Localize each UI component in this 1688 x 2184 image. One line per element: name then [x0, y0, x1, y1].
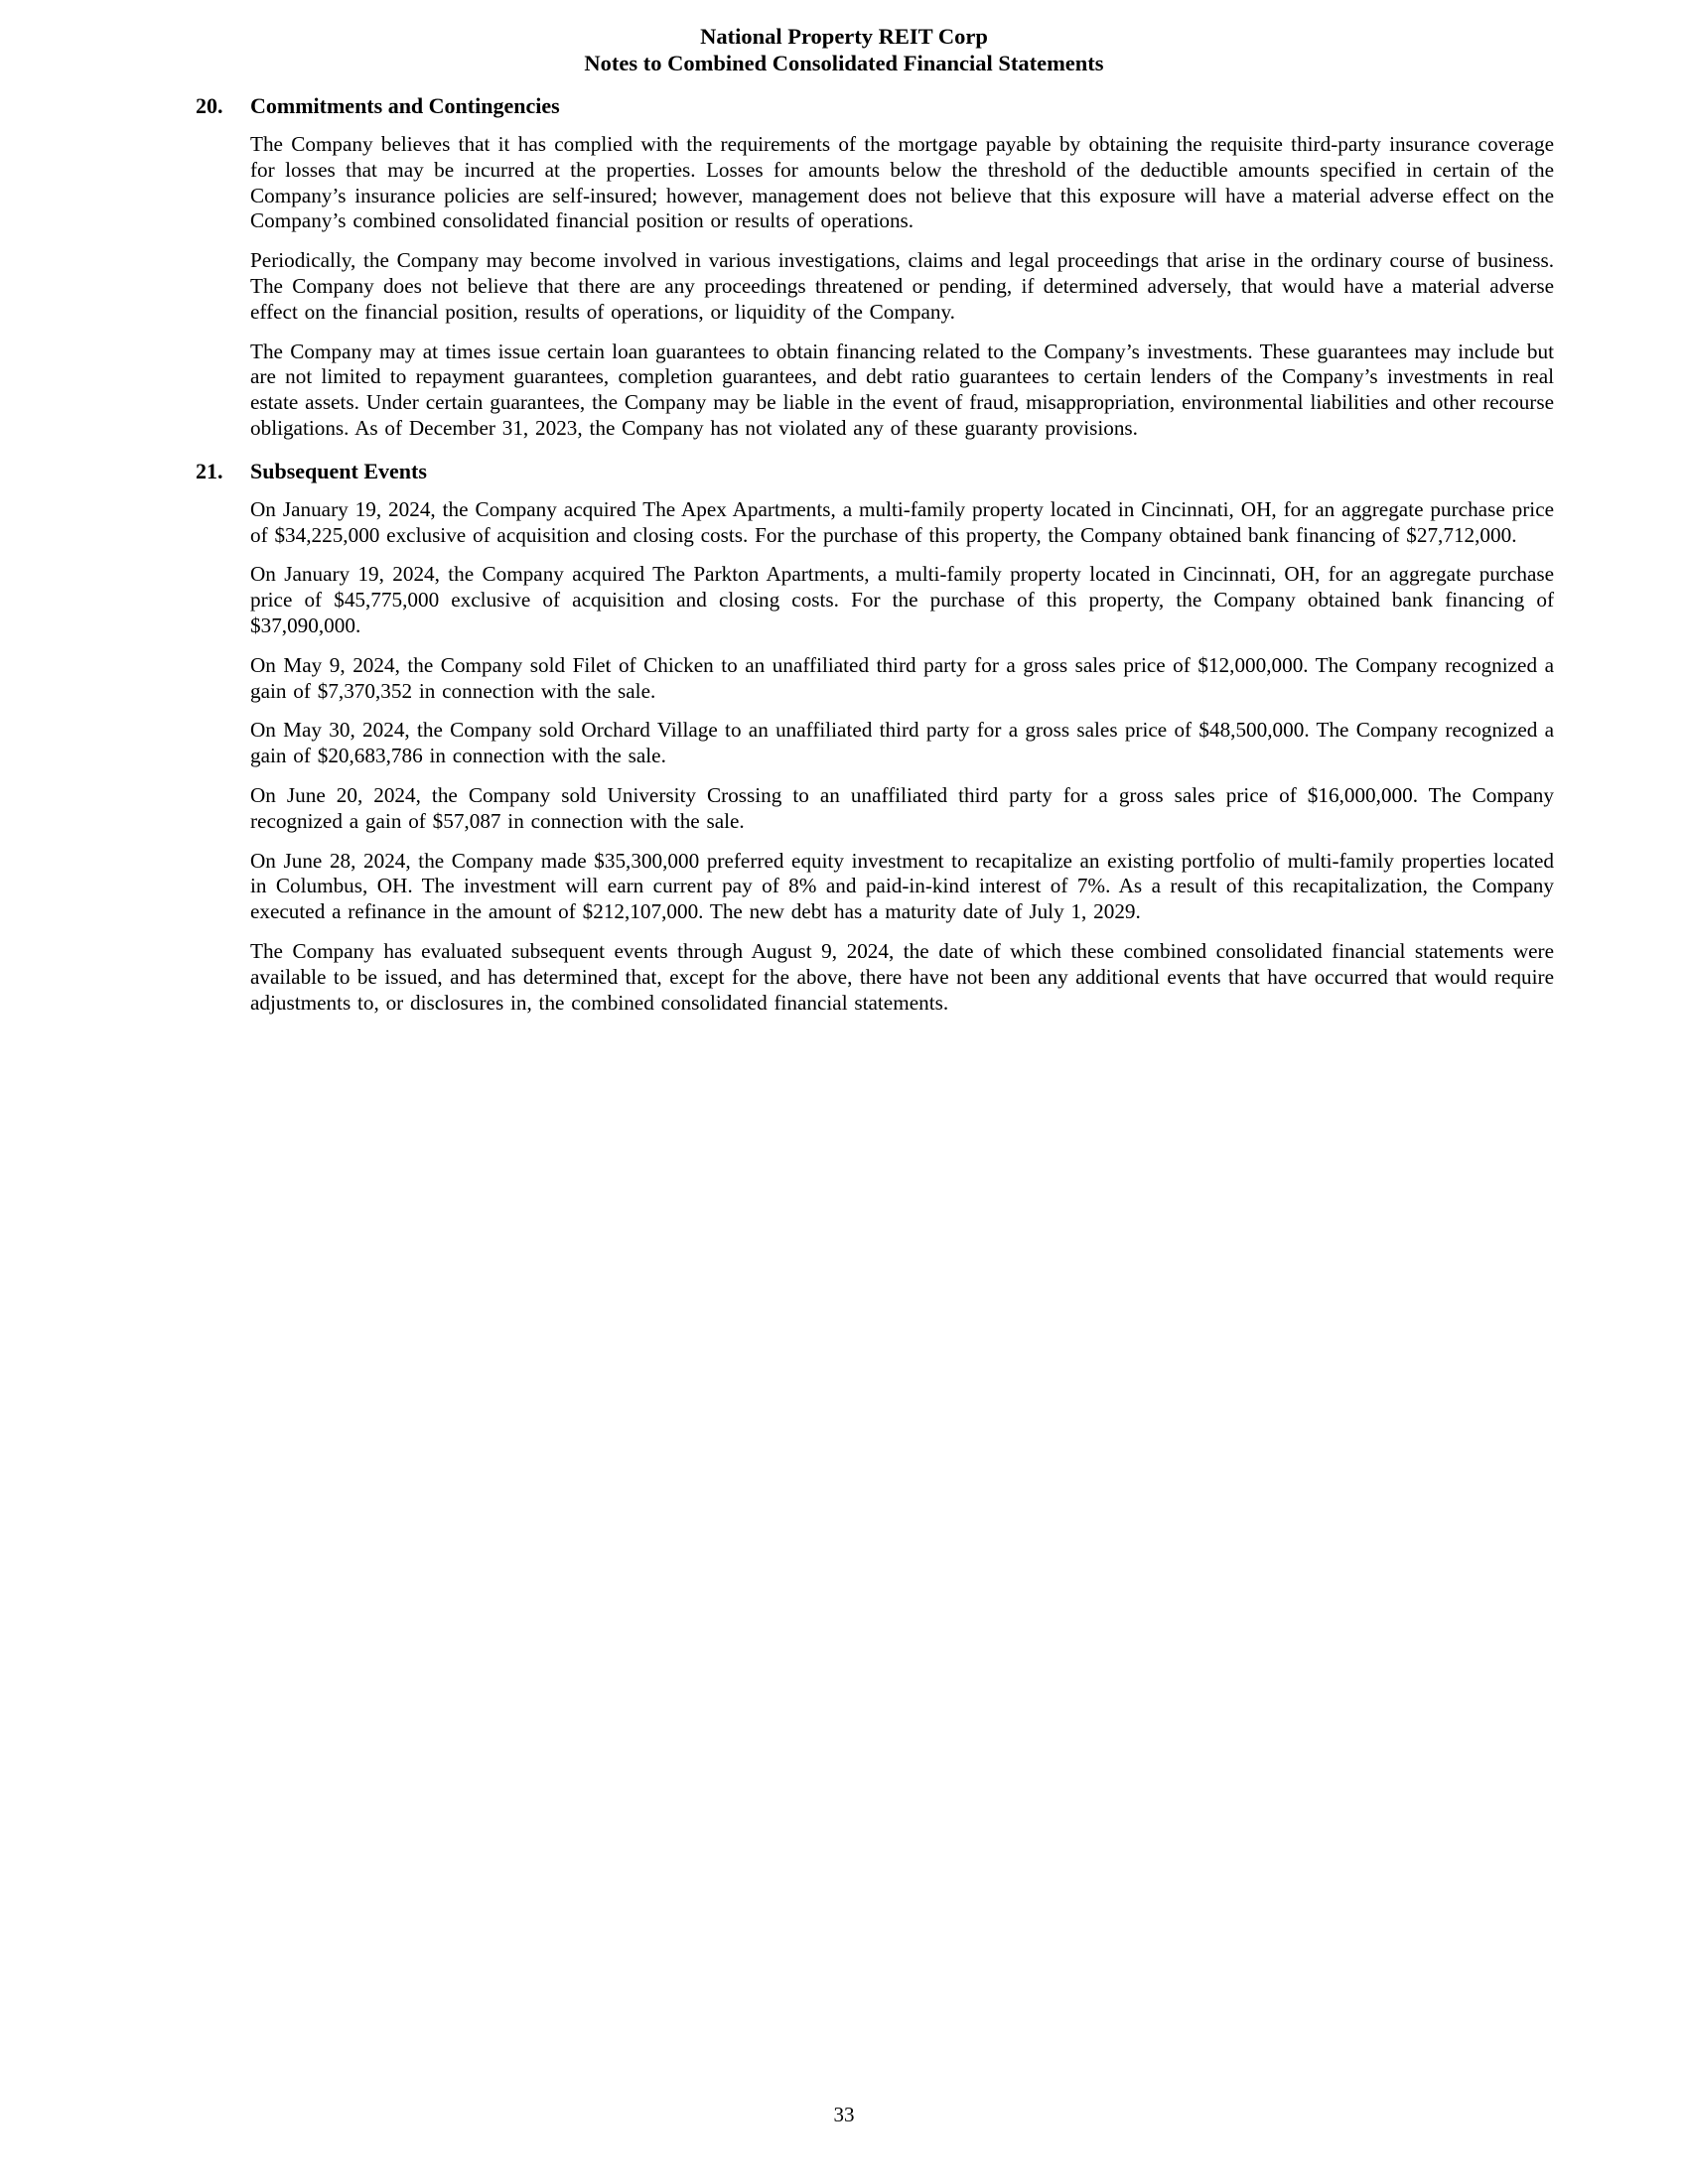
- paragraph-preferred-equity-investment: On June 28, 2024, the Company made $35,300,000 preferred equity investment to recapitalize an existing portfolio of multi-family properties located in Columbus, OH. The investment will earn current pay of 8% and paid-in-kind interest of 7%. As a result of this recapitalization, the Company executed a refinance in the amount of $212,107,000. The new debt has a maturity date of July 1, 2029.: [250, 848, 1554, 924]
- section-subsequent-events: [0, 458, 1688, 1017]
- paragraph-filet-of-chicken-sale: On May 9, 2024, the Company sold Filet of Chicken to an unaffiliated third party for a gross sales price of $12,000,000. The Company recognized a gain of $7,370,352 in connection with the sale.: [250, 652, 1554, 703]
- section-number: 20.: [196, 93, 223, 118]
- paragraph-insurance-coverage: The Company believes that it has complied with the requirements of the mortgage payable by obtaining the requisite third-party insurance coverage for losses that may be incurred at the properties. Losses for amounts below the threshold of the deductible amounts specified in certain of the Company’s insurance policies are self-insured; however, management does not believe that this exposure will have a material adverse effect on the Company’s combined consolidated financial position or results of operations.: [250, 132, 1554, 233]
- section-number: 21.: [196, 458, 223, 483]
- section-heading: [196, 92, 1554, 119]
- company-name: National Property REIT Corp: [700, 24, 988, 49]
- page-number: 33: [833, 2103, 855, 2126]
- section-title: Commitments and Contingencies: [250, 93, 560, 118]
- paragraph-apex-acquisition: On January 19, 2024, the Company acquired The Apex Apartments, a multi-family property located in Cincinnati, OH, for an aggregate purchase price of $34,225,000 exclusive of acquisition and closing costs. For the purchase of this property, the Company obtained bank financing of $27,712,000.: [250, 496, 1554, 547]
- paragraph-legal-proceedings: Periodically, the Company may become involved in various investigations, claims and legal proceedings that arise in the ordinary course of business. The Company does not believe that there are any proceedings threatened or pending, if determined adversely, that would have a material adverse effect on the financial position, results of operations, or liquidity of the Company.: [250, 248, 1554, 324]
- section-heading: [196, 458, 1554, 484]
- paragraph-orchard-village-sale: On May 30, 2024, the Company sold Orchard Village to an unaffiliated third party for a gross sales price of $48,500,000. The Company recognized a gain of $20,683,786 in connection with the sale.: [250, 718, 1554, 768]
- section-title: Subsequent Events: [250, 458, 427, 483]
- paragraph-loan-guarantees: The Company may at times issue certain loan guarantees to obtain financing related to the Company’s investments. These guarantees may include but are not limited to repayment guarantees, completion guarantees, and debt ratio guarantees to certain lenders of the Company’s investments in real estate assets. Under certain guarantees, the Company may be liable in the event of fraud, misappropriation, environmental liabilities and other recourse obligations. As of December 31, 2023, the Company has not violated any of these guaranty provisions.: [250, 339, 1554, 440]
- paragraph-parkton-acquisition: On January 19, 2024, the Company acquired The Parkton Apartments, a multi-family property located in Cincinnati, OH, for an aggregate purchase price of $45,775,000 exclusive of acquisition and closing costs. For the purchase of this property, the Company obtained bank financing of $37,090,000.: [250, 562, 1554, 637]
- document-title: Notes to Combined Consolidated Financial Statements: [584, 51, 1104, 75]
- paragraph-university-crossing-sale: On June 20, 2024, the Company sold University Crossing to an unaffiliated third party for a gross sales price of $16,000,000. The Company recognized a gain of $57,087 in connection with the sale.: [250, 782, 1554, 833]
- document-header: [0, 0, 1688, 76]
- section-commitments-and-contingencies: [0, 92, 1688, 442]
- notes-content: [0, 92, 1688, 1016]
- paragraph-subsequent-events-evaluation: The Company has evaluated subsequent events through August 9, 2024, the date of which these combined consolidated financial statements were available to be issued, and has determined that, except for the above, there have not been any additional events that have occurred that would require adjustments to, or disclosures in, the combined consolidated financial statements.: [250, 938, 1554, 1015]
